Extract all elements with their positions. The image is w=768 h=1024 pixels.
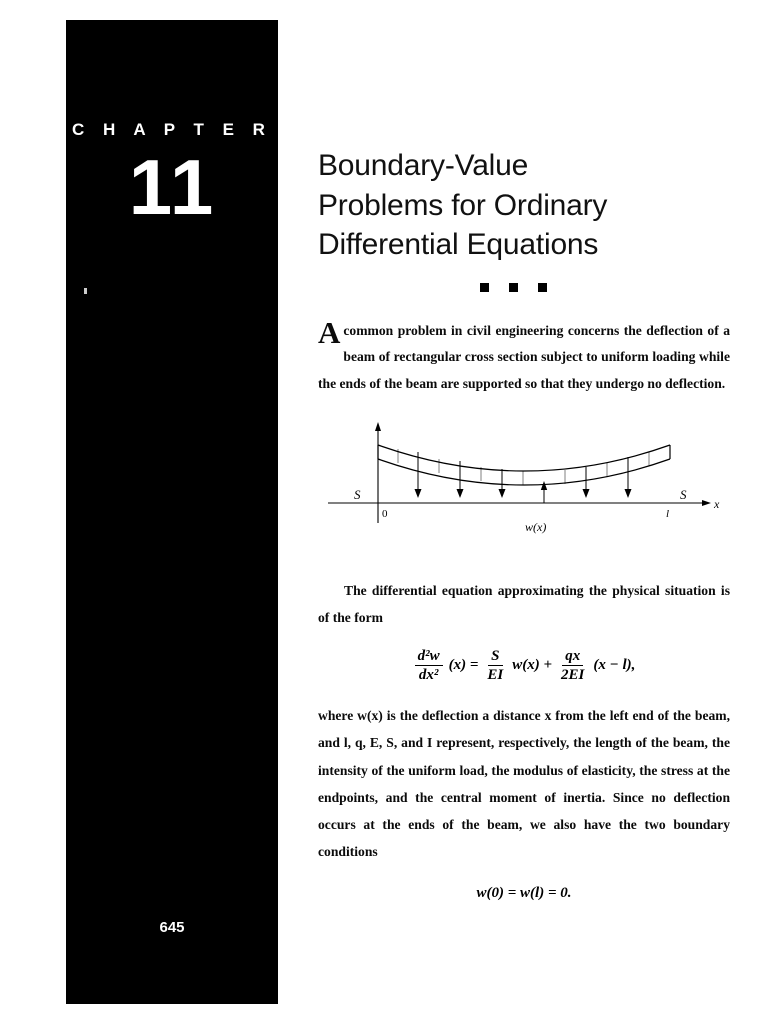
- dot-icon: [480, 283, 489, 292]
- drop-cap: A: [318, 314, 341, 350]
- title-line-1: Boundary-Value: [318, 149, 529, 182]
- dot-icon: [509, 283, 518, 292]
- equation-term2-numerator: qx: [562, 648, 583, 667]
- equation-lhs-denominator: dx²: [418, 667, 439, 684]
- equation-boundary-conditions: w(0) = w(l) = 0.: [476, 885, 572, 902]
- lede-paragraph: [318, 314, 730, 398]
- decorative-dots: [480, 283, 730, 292]
- beam-deflection-diagram: [318, 419, 730, 559]
- title-line-2: Problems for Ordinary: [318, 188, 608, 222]
- figure-label-deflection: w(x): [525, 520, 547, 535]
- equation-differential: [318, 648, 730, 685]
- chapter-number: 11: [128, 143, 216, 231]
- beam-deflection-figure: [318, 419, 730, 559]
- equation-term1-numerator: S: [488, 648, 502, 667]
- equation-lhs-fraction: [415, 648, 443, 685]
- equation-term2-rest: (x − l),: [593, 657, 636, 674]
- page-number: 645: [159, 919, 185, 936]
- figure-label-right-support: S: [680, 487, 687, 503]
- equation-term2-fraction: [558, 648, 587, 685]
- margin-tick-mark: [84, 288, 87, 294]
- chapter-label: C H A P T E R: [72, 120, 272, 139]
- lede-text: common problem in civil engineering concerns the deflection of a beam of rectangular cross section subject to uniform loading while the ends of the beam are supported so that they undergo no deflection.: [318, 322, 730, 391]
- equation-lhs-argument: (x) =: [448, 657, 479, 674]
- equation-term1-rest: w(x) +: [512, 657, 553, 674]
- paragraph-where-clause: where w(x) is the deflection a distance x from the left end of the beam, and l, q, E, S, and I represent, respectively, the length of the beam, the intensity of the uniform load, the modulus of elasticity, the stress at the endpoints, and the central moment of inertia. Since no deflection occurs at the ends of the beam, we also have the two boundary conditions: [318, 708, 730, 860]
- chapter-sidebar-bar: [66, 20, 278, 1004]
- paragraph-intro-equation: The differential equation approximating the physical situation is of the form: [318, 583, 730, 626]
- figure-label-origin: 0: [382, 508, 388, 521]
- page-title: [318, 146, 730, 265]
- figure-label-left-support: S: [354, 487, 361, 503]
- equation-term1-denominator: EI: [487, 667, 504, 684]
- page-content: [318, 20, 730, 1004]
- dot-icon: [538, 283, 547, 292]
- equation-term1-fraction: [484, 648, 506, 685]
- equation-lhs-numerator: d²w: [415, 648, 443, 667]
- figure-label-x-axis: x: [714, 497, 720, 512]
- title-line-3: Differential Equations: [318, 228, 599, 262]
- figure-label-length: l: [666, 508, 670, 521]
- equation-term2-denominator: 2EI: [561, 667, 585, 684]
